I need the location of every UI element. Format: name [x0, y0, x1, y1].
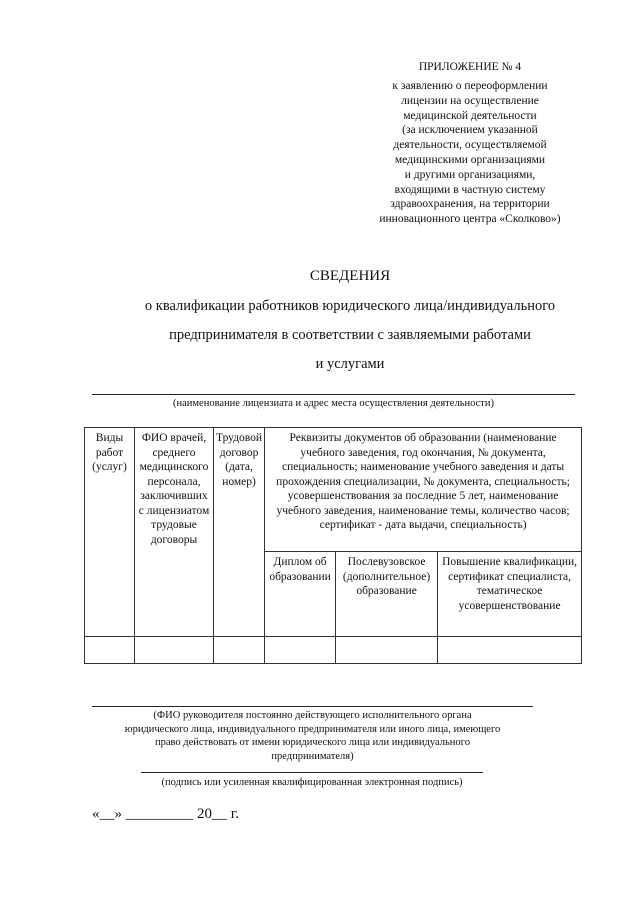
document-subtitle: [0, 292, 640, 379]
head-caption-line: (ФИО руководителя постоянно действующего исполнительного органа: [153, 710, 472, 721]
col-header-postgrad: Послевузовское (дополнительное) образование: [336, 552, 438, 637]
signature-fill-line[interactable]: [141, 772, 483, 773]
table-header-row: [85, 428, 582, 552]
col-header-diploma: Диплом об образовании: [265, 552, 336, 637]
qualification-table: [84, 427, 582, 664]
licensee-fill-line[interactable]: [92, 394, 575, 395]
col-header-education-docs: Реквизиты документов об образовании (наименование учебного заведения, год окончания, № документа, специальность; наименование учебного заведения и даты прохождения специализации, № документа, специальность; усовершенствования за последние 5 лет, наименование учебного заведения, наименование темы, количество часов; сертификат - дата выдачи, специальность): [265, 428, 582, 552]
table-row: [85, 637, 582, 664]
head-caption-line: право действовать от имени юридического лица или индивидуального: [155, 737, 470, 748]
appendix-line: деятельности, осуществляемой: [393, 139, 547, 152]
table-cell[interactable]: [336, 637, 438, 664]
appendix-line: медицинскими организациями: [394, 153, 546, 166]
table-cell[interactable]: [438, 637, 582, 664]
col-header-qualification: Повышение квалификации, сертификат специалиста, тематическое усовершенствование: [438, 552, 582, 637]
subtitle-line: и услугами: [315, 356, 385, 372]
head-caption-line: предпринимателя): [271, 750, 354, 762]
appendix-line: к заявлению о переоформлении: [392, 80, 548, 92]
subtitle-line: о квалификации работников юридического лица/индивидуального: [144, 298, 556, 314]
licensee-caption: (наименование лицензиата и адрес места осуществления деятельности): [173, 398, 494, 409]
col-header-work-types: Виды работ (услуг): [85, 428, 135, 637]
appendix-line: (за исключением указанной: [402, 124, 538, 137]
table-cell[interactable]: [265, 637, 336, 664]
table-cell[interactable]: [214, 637, 265, 664]
col-header-contract: Трудовой договор (дата, номер): [214, 428, 265, 637]
table-cell[interactable]: [135, 637, 214, 664]
document-title: СВЕДЕНИЯ: [309, 268, 391, 284]
appendix-title: ПРИЛОЖЕНИЕ № 4: [418, 61, 522, 73]
head-caption: [92, 709, 533, 763]
col-header-fio: ФИО врачей, среднего медицинского персонала, заключивших с лицензиатом трудовые договоры: [135, 428, 214, 637]
head-caption-line: юридического лица, индивидуального предпринимателя или иного лица, имеющего: [124, 723, 501, 735]
appendix-line: инновационного центра «Сколково»): [379, 213, 561, 226]
date-line[interactable]: «__» _________ 20__ г.: [92, 806, 239, 822]
head-name-fill-line[interactable]: [92, 706, 533, 707]
appendix-description: [360, 79, 580, 227]
appendix-line: лицензии на осуществление: [401, 94, 539, 107]
appendix-line: медицинской деятельности: [403, 109, 537, 122]
signature-caption: (подпись или усиленная квалифицированная электронная подпись): [161, 777, 463, 788]
appendix-line: входящими в частную систему: [394, 183, 546, 196]
subtitle-line: предпринимателя в соответствии с заявляемыми работами: [169, 327, 531, 343]
table-cell[interactable]: [85, 637, 135, 664]
appendix-line: здравоохранения, на территории: [390, 198, 550, 211]
appendix-line: и другими организациями,: [404, 168, 536, 181]
